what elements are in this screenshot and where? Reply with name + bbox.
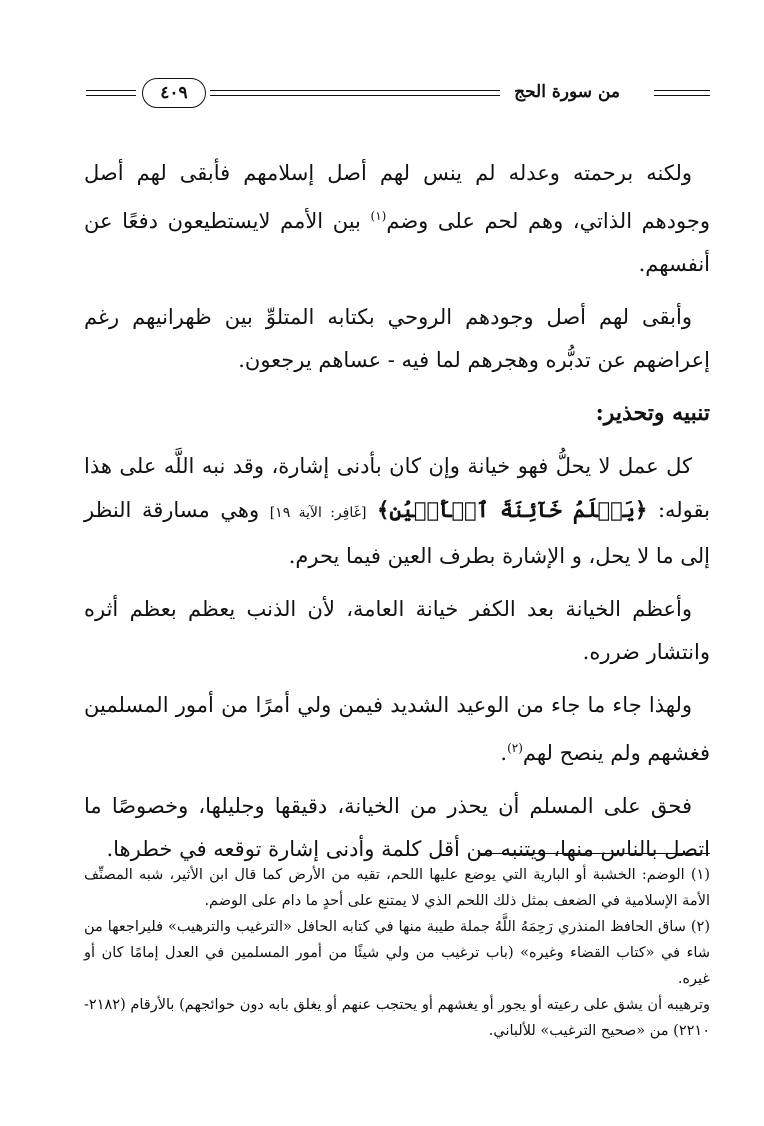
main-text [84, 152, 710, 881]
footnote-ref-1: (١) [370, 209, 387, 223]
header-rule-left-top [86, 90, 136, 91]
quran-verse: ﴿يَعۡلَمُ خَآئِنَةَ ٱلۡأَعۡيُنِ﴾ [377, 497, 648, 522]
footnote-separator [478, 853, 710, 854]
paragraph-5-end: . [500, 741, 508, 765]
verse-reference: [غَافِر: الآية ١٩] [269, 505, 367, 521]
footnote-2-part-2: وترهيبه أن يشق على رعيته أو يجور أو يغشهم أو يحتجب عنهم أو يغلق بابه دون حوائجهم) بالأرقام (٢١٨٢- ٢٢١٠) من «صحيح الترغيب» للألباني. [84, 997, 710, 1039]
footnote-2-part-1: (٢) ساق الحافظ المنذري رَحِمَهُ اللَّهُ جملة طيبة منها في كتابه الحافل «الترغيب والترهيب» فليراجعها من شاء في «كتاب القضاء وغيره» (باب ترغيب من ولي شيئًا من أمور المسلمين في العدل إمامًا كان أو غيره. [84, 919, 710, 987]
paragraph-1-after: بين الأمم لايستطيعون دفعًا عن أنفسهم. [84, 209, 710, 276]
header-rule-middle-top [210, 90, 500, 91]
page-number-badge: ٤٠٩ [142, 78, 206, 108]
footnote-ref-2: (٢) [507, 741, 523, 755]
paragraph-3-before: كل عمل لا يحلُّ فهو خيانة وإن كان بأدنى إشارة، وقد نبه اللَّه على هذا بقوله: [84, 454, 711, 522]
paragraph-6: فحق على المسلم أن يحذر من الخيانة، دقيقها وجليلها، وخصوصًا ما اتصل بالناس منها، ويتنبه من أقل كلمة وأدنى إشارة توقعه في خطرها. [84, 794, 710, 861]
page-header [86, 76, 710, 116]
paragraph-4: وأعظم الخيانة بعد الكفر خيانة العامة، لأن الذنب يعظم بعظم أثره وانتشار ضرره. [84, 597, 710, 664]
header-rule-left-bottom [86, 95, 136, 96]
section-heading: تنبيه وتحذير: [595, 400, 710, 426]
paragraph-3-after: وهي مسارقة النظر إلى ما لا يحل، و الإشارة بطرف العين فيما يحرم. [84, 498, 710, 568]
surah-title: من سورة الحج [514, 82, 620, 102]
header-rule-right-top [654, 90, 710, 91]
header-rule-middle-bottom [210, 95, 500, 96]
paragraph-5-text: ولهذا جاء ما جاء من الوعيد الشديد فيمن ولي أمرًا من أمور المسلمين فغشهم ولم ينصح لهم [84, 693, 710, 765]
paragraph-3 [84, 445, 710, 578]
paragraph-5 [84, 684, 710, 775]
paragraph-1-text: ولكنه برحمته وعدله لم ينس لهم أصل إسلامهم فأبقى لهم أصل وجودهم الذاتي، وهم لحم على وضم [84, 161, 710, 233]
footnotes [84, 862, 710, 1044]
paragraph-2: وأبقى لهم أصل وجودهم الروحي بكتابه المتلوِّ بين ظهرانيهم رغم إعراضهم عن تدبُّره وهجرهم لما فيه - عساهم يرجعون. [84, 305, 710, 372]
footnote-1: (١) الوضم: الخشبة أو البارية التي يوضع عليها اللحم، تقيه من الأرض كما قال ابن الأثير، شبه المصنِّف الأمة الإسلامية في الضعف بمثل ذلك اللحم الذي لا يمتنع على أحدٍ ما دام على الوضم. [84, 867, 710, 909]
header-rule-right-bottom [654, 95, 710, 96]
paragraph-1 [84, 152, 710, 286]
